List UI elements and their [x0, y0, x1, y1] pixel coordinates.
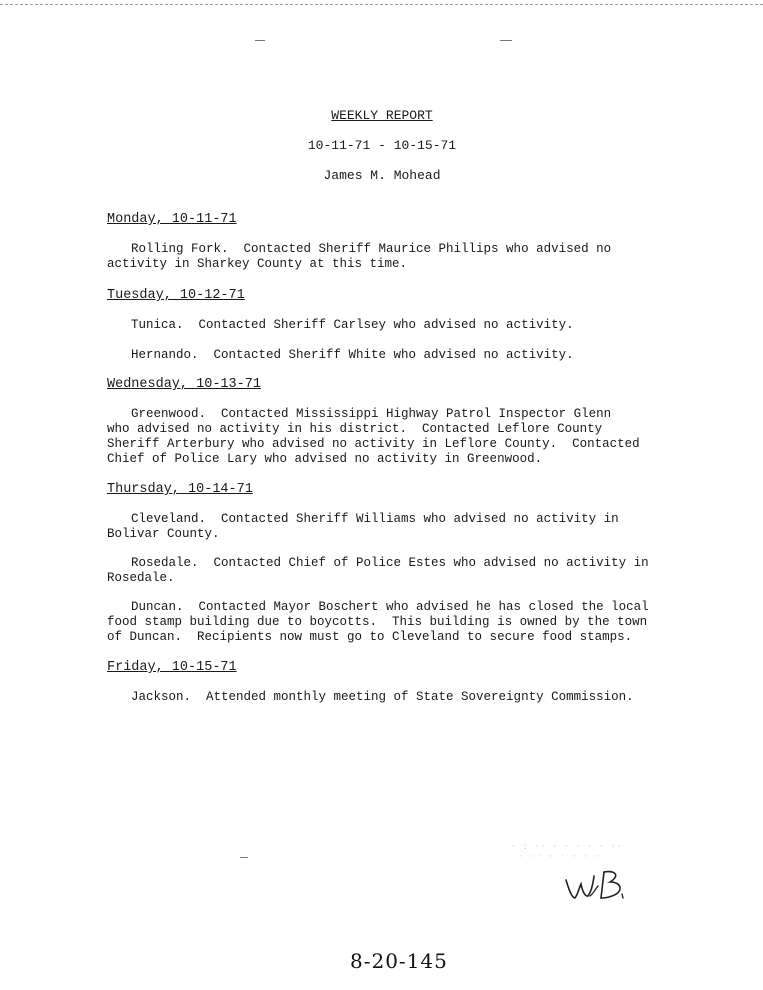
document-number: 8-20-145	[350, 949, 448, 973]
scan-mark	[255, 40, 265, 41]
scan-mark	[240, 857, 248, 858]
scan-mark	[500, 40, 512, 41]
handwritten-initials-signature	[560, 860, 640, 910]
day-entry-paragraph: Cleveland. Contacted Sheriff Williams who advised no activity in Bolivar County.	[107, 512, 619, 541]
day-entry-paragraph: Rolling Fork. Contacted Sheriff Maurice Phillips who advised no activity in Sharkey County at this time.	[107, 242, 612, 271]
day-entry-paragraph: Duncan. Contacted Mayor Boschert who advised he has closed the local food stamp building due to boycotts. This building is owned by the town of Duncan. Recipients now must go to Cleveland to secure food stamps.	[107, 600, 649, 644]
day-entry-paragraph: Jackson. Attended monthly meeting of State Sovereignty Commission.	[131, 690, 634, 704]
day-heading-friday: Friday, 10-15-71	[107, 660, 237, 675]
report-title: WEEKLY REPORT	[331, 108, 433, 123]
day-heading-tuesday: Tuesday, 10-12-71	[107, 288, 245, 303]
report-date-range: 10-11-71 - 10-15-71	[307, 138, 457, 153]
day-entry-paragraph: Greenwood. Contacted Mississippi Highway Patrol Inspector Glenn who advised no activity in his district. Contacted Leflore County Sheriff Arterbury who advised no activity in Leflore County. Contacted Chief of Police Lary who advised no activity in Greenwood.	[107, 407, 640, 466]
scan-top-border	[0, 4, 763, 5]
report-author: James M. Mohead	[323, 168, 441, 183]
day-heading-monday: Monday, 10-11-71	[107, 212, 237, 227]
faint-scan-residue: · ·· · · · · ·	[520, 852, 603, 862]
day-entry-paragraph: Rosedale. Contacted Chief of Police Estes who advised no activity in Rosedale.	[107, 556, 649, 585]
day-heading-thursday: Thursday, 10-14-71	[107, 482, 253, 497]
day-entry-paragraph: Tunica. Contacted Sheriff Carlsey who advised no activity.	[131, 318, 574, 332]
faint-scan-residue: · : ·· · · · · · ··	[512, 842, 624, 852]
day-entry-paragraph: Hernando. Contacted Sheriff White who advised no activity.	[131, 348, 574, 362]
day-heading-wednesday: Wednesday, 10-13-71	[107, 377, 261, 392]
